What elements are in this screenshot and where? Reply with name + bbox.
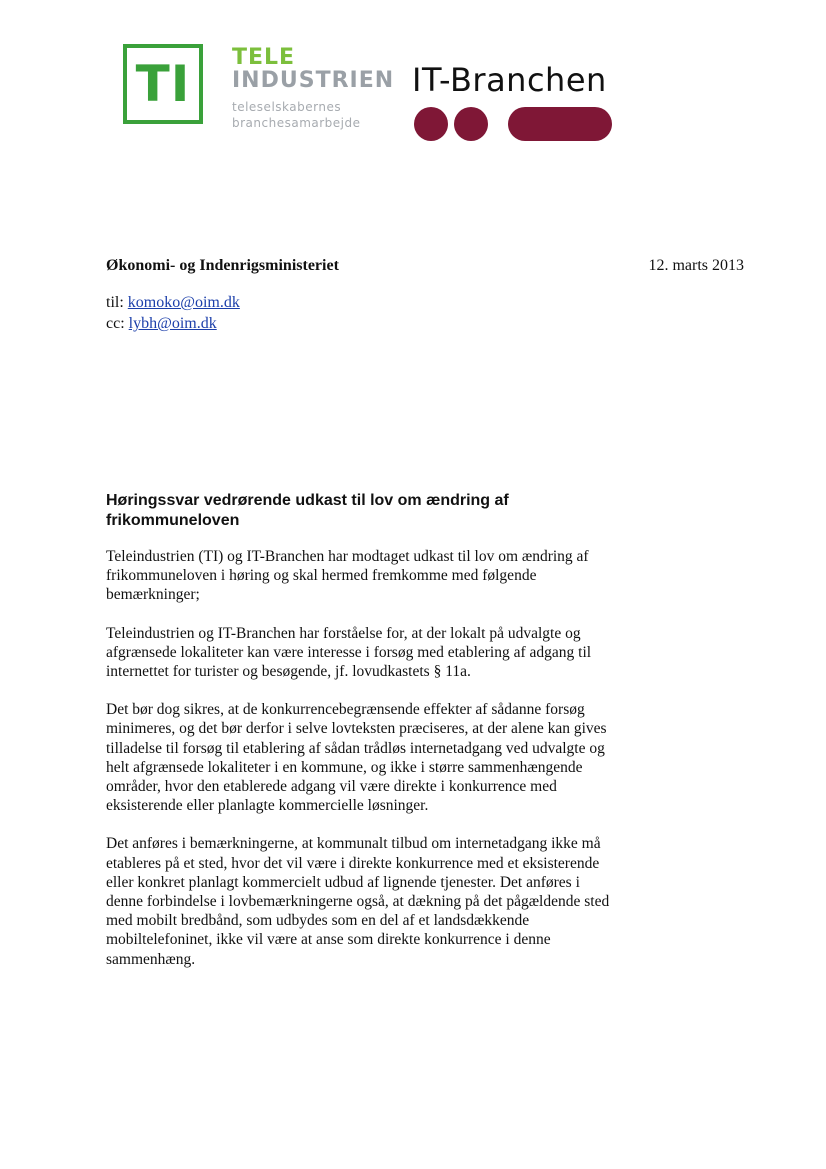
to-email-link[interactable]: komoko@oim.dk — [127, 294, 240, 311]
ti-logo-word-tele: TELE — [232, 45, 296, 70]
it-branchen-logo-word: IT-Branchen — [412, 61, 607, 99]
cc-label: cc: — [106, 315, 125, 332]
letter-subject: Høringssvar vedrørende udkast til lov om ændring af frikommuneloven — [106, 492, 509, 529]
ti-logo-tagline-2: branchesamarbejde — [232, 116, 361, 130]
to-label: til: — [106, 294, 124, 311]
paragraph-2: Teleindustrien og IT-Branchen har forståelse for, at der lokalt på udvalgte og afgrænsede lokaliteter kan være interesse i forsøg med etablering af adgang til internettet for turister og besøgende, jf. lovudkastets § 11a. — [106, 624, 592, 681]
letter-date: 12. marts 2013 — [648, 257, 744, 274]
ti-logo-word-industrien: INDUSTRIEN — [232, 68, 395, 93]
it-branchen-logo-dot-2 — [454, 107, 488, 141]
cc-email-link[interactable]: lybh@oim.dk — [128, 315, 217, 332]
paragraph-4: Det anføres i bemærkningerne, at kommunalt tilbud om internetadgang ikke må etableres på et sted, hvor det vil være i direkte konkurrence med et eksisterende eller konkret planlagt kommercielt udbud af lignende tjenester. Det anføres i denne forbindelse i lovbemærkningerne også, at dækning på det pågældende sted med mobilt bredbånd, som udbydes som en del af et landsdækkende mobiltelefoninet, ikke vil være at anse som direkte konkurrence i denne sammenhæng. — [106, 835, 610, 968]
it-branchen-logo-dot-1 — [414, 107, 448, 141]
cc-line — [106, 314, 217, 333]
ti-logo-tagline-1: teleselskabernes — [232, 100, 342, 114]
it-branchen-logo-bar — [508, 107, 612, 141]
ti-logo — [123, 44, 203, 124]
ti-logo-mark: TI — [135, 55, 191, 113]
letter-body — [106, 547, 666, 988]
paragraph-3: Det bør dog sikres, at de konkurrencebegrænsende effekter af sådanne forsøg minimeres, og det bør derfor i selve lovteksten præciseres, at der alene kan gives tilladelse til forsøg til etablering af sådan trådløs internetadgang ved udvalgte og helt afgrænsede lokaliteter i en kommune, og ikke i større sammenhængende områder, hvor den etablerede adgang vil være direkte i konkurrence med eksisterende eller planlagte kommercielle løsninger. — [106, 701, 607, 815]
to-line — [106, 293, 240, 312]
paragraph-1: Teleindustrien (TI) og IT-Branchen har modtaget udkast til lov om ændring af frikommuneloven i høring og skal hermed fremkomme med følgende bemærkninger; — [106, 548, 589, 604]
recipient-name: Økonomi- og Indenrigsministeriet — [106, 257, 339, 274]
